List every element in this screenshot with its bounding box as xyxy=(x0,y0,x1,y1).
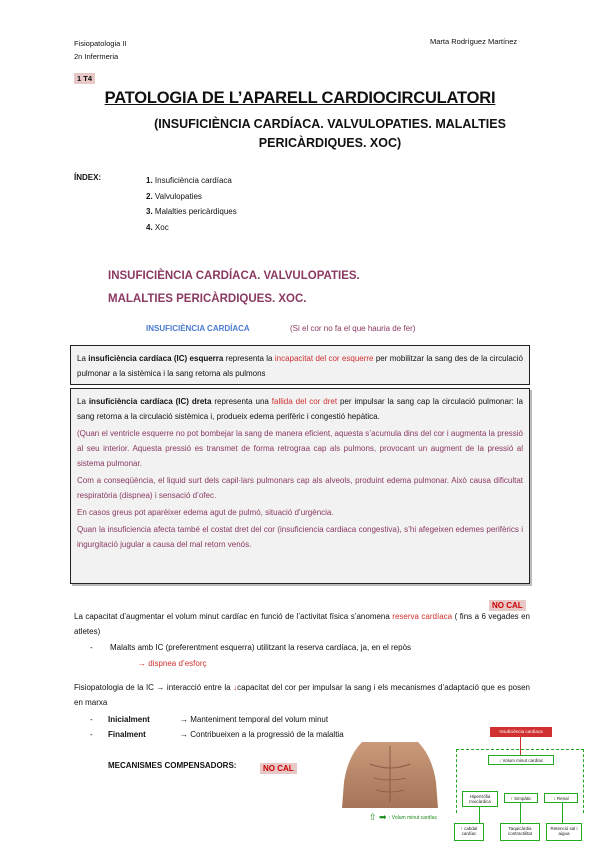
index-item: 4. Xoc xyxy=(146,222,169,232)
page-subtitle: (INSUFICIÈNCIA CARDÍACA. VALVULOPATIES. MALALTIES PERICÀRDIQUES. XOC) xyxy=(154,117,506,150)
flow-connector xyxy=(562,803,563,823)
subsection-note: (Si el cor no fa el que hauria de fer) xyxy=(290,324,416,333)
bullet-item: - xyxy=(90,643,93,652)
figure-caption: ⇧ ➡ ↑ Volum minut cardíac xyxy=(368,812,438,822)
right-heart-failure-box: La insuficiència cardíaca (IC) dreta representa una fallida del cor dret per impulsar la sang cap la circulació pulmonar: la sang retorna a la circulació sistèmica i, produeix edema perifèric i congestió hepàtica. (Quan el ventricle esquerre no pot bombejar la sang de manera eficient, aquesta s’acumula dins del cor i augmenta la pressió al seu interior. Aquesta pressió es transmet de forma retrograa cap als pulmons, provocant un augment de la pressió al sistema pulmonar. Com a conseqüència, el liquid surt dels capil·lars pulmonars cap als alveols, produint edema pulmonar. Això causa dificultat respiratòria (dispnea) i sensació d’ofec. En casos greus pot aparèixer edema agut de pulmó, situació d’urgència. Quan la insuficiencia afecta també el costat dret del cor (insuficiencia cardiaca congestiva), s’hi afegeixen edemes perifèrics i ingurgitació jugular a causa del mal retorn venós. xyxy=(70,388,530,584)
flow-mid: ↓ Volum minut cardíac xyxy=(488,755,554,765)
flow-connector xyxy=(520,803,521,823)
section-title: INSUFICIÈNCIA CARDÍACA. VALVULOPATIES. MALALTIES PERICÀRDIQUES. XOC. xyxy=(108,270,360,305)
note-paragraph: (Quan el ventricle esquerre no pot bombejar la sang de manera eficient, aquesta s’acumula dins del cor i augmenta la pressió al seu interior. Aquesta pressió es transmet de forma retrograa cap als pulmons, provocant un augment de la pressió al sistema pulmonar. xyxy=(77,429,523,468)
program-name: 2n Infermeria xyxy=(74,52,119,61)
topic-tag: 1 T4 xyxy=(74,73,95,84)
index-item: 3. Malalties pericàrdiques xyxy=(146,207,237,216)
note-paragraph: En casos greus pot aparèixer edema agut de pulmó, situació d’urgència. xyxy=(77,508,334,517)
reserve-arrow: → dispnea d’esforç xyxy=(138,659,207,668)
compensation-flowchart xyxy=(452,725,592,843)
index-item: 2. Valvulopaties xyxy=(146,191,202,201)
flow-box-renal: ↓ Renal xyxy=(544,793,578,803)
no-cal-badge: NO CAL xyxy=(489,595,526,613)
reserve-bullet: Malalts amb IC (preferentment esquerra) utilitzant la reserva cardíaca, ja, en el repòs xyxy=(110,643,412,652)
document-header-left xyxy=(74,37,127,63)
index-list xyxy=(146,173,237,235)
page-title: PATOLOGIA DE L’APARELL CARDIOCIRCULATORI xyxy=(104,89,496,107)
index-label: ÍNDEX: xyxy=(74,173,102,182)
note-paragraph: Quan la insuficiencia afecta també el costat dret del cor (insuficiencia cardiaca congestiva), s’hi afegeixen edemes perifèrics i ingurgitació jugular a causa del mal retorn venós. xyxy=(77,525,523,549)
flow-box-hypertrophy: Hipertròfia miocàrdica xyxy=(462,791,498,807)
left-heart-failure-box: La insuficiència cardíaca (IC) esquerra representa la incapacitat del cor esquerre per mobilitzar la sang des de la circulació pulmonar a la sistèmica i la sang retorna als pulmons xyxy=(70,345,530,385)
fisio-paragraph: Fisiopatologia de la IC → interacció entre la ↓capacitat del cor per impulsar la sang i els mecanismes d’adaptació que es posen en marxa xyxy=(74,683,530,707)
flow-box-output: ↑ cabdal cardíac xyxy=(454,823,484,841)
index-item: 1. Insuficiència cardíaca xyxy=(146,176,232,185)
flow-connector xyxy=(479,807,480,823)
fisio-item-label: Inicialment xyxy=(108,715,150,724)
flow-box-sympathetic: ↑ Simpàtic xyxy=(504,793,538,803)
compensators-nocal: NO CAL xyxy=(260,758,297,776)
subsection-title: INSUFICIÈNCIA CARDÍACA xyxy=(146,324,250,333)
fisio-item-label: Finalment xyxy=(108,730,146,739)
flow-box-retention: Retenció sal i aigua xyxy=(546,823,582,841)
flow-top: Insuficiència cardíaca xyxy=(490,727,552,737)
fisio-item-text: → Manteniment temporal del volum minut xyxy=(180,715,329,724)
author-name: Marta Rodríguez Martínez xyxy=(430,37,518,46)
fisio-item-text: → Contribueixen a la progressió de la malaltia xyxy=(180,730,344,739)
bullet-item: - xyxy=(90,730,93,739)
compensators-label: MECANISMES COMPENSADORS: xyxy=(108,761,237,770)
flow-box-tachycardia: Taquicàrdia contractilitat xyxy=(500,823,540,841)
bullet-item: - xyxy=(90,715,93,724)
torso-illustration xyxy=(340,742,440,808)
course-name: Fisiopatologia II xyxy=(74,39,127,48)
reserve-paragraph: La capacitat d’augmentar el volum minut cardíac en funció de l’activitat física s’anomena reserva cardíaca ( fins a 6 vegades en atletes) xyxy=(74,612,531,636)
note-paragraph: Com a conseqüència, el liquid surt dels capil·lars pulmonars cap als alveols, produint edema pulmonar. Això causa dificultat respiratòria (dispnea) i sensació d’ofec. xyxy=(77,476,523,500)
